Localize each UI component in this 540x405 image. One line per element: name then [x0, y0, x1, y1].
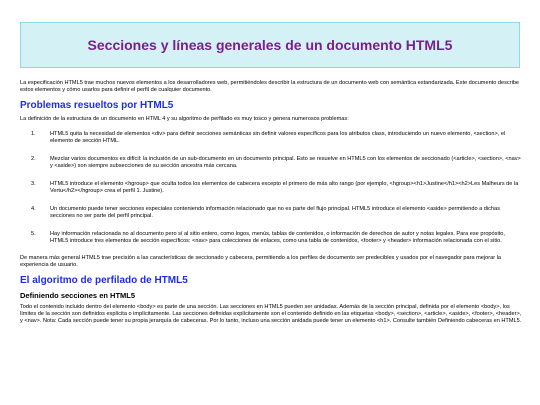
list-item	[20, 131, 524, 145]
list-item-text: Hay información relacionada no al documento pero sí al sitio entero, como logos, menús, tablas de contenidos, o información de derechos de autor y notas legales. Para ese propósito, HTML5 introduce tres elementos de sección específicos: <nav> para colecciones de enlaces, como una tabla de contenidos, <footer> y <header> información relacionada con el sitio.	[50, 231, 505, 244]
section-heading-problems: Problemas resueltos por HTML5	[20, 100, 174, 111]
list-item	[20, 206, 524, 220]
list-item-text: HTML5 introduce el elemento <hgroup> que oculta todos los elementos de cabecera excepto el primero de más alto rango (por ejemplo, <hgroup><h1>Justine</h1><h2>Les Malheurs de la Vertu</h2></hgroup> crea el perfil 1. Justine).	[50, 181, 519, 194]
list-item	[20, 231, 524, 245]
list-item-text: HTML5 quita la necesidad de elementos <div> para definir secciones semánticas sin definir valores específicos para los atributos class, introduciendo un nuevo elemento, <section>, el elemento de sección HTML.	[50, 131, 506, 144]
list-item-number: 2.	[31, 156, 36, 162]
algorithm-paragraph: Todo el contenido incluido dentro del elemento <body> es parte de una sección. Las secciones en HTML5 pueden ser anidadas. Además de la sección principal, definida por el elemento <body>, los límites de la sección son definidos explícita o implícitamente. Las secciones definidas explícitamente son el contenido definido en las etiquetas <body>, <section>, <article>, <aside>, <footer>, <header>, y <nav>. Nota: Cada sección puede tener su propia jerarquía de cabeceras. Por lo tanto, incluso una sección anidada puede tener un elemento <h1>. Consulte también Definiendo cabeceras en HTML5.	[20, 304, 522, 324]
problems-closing-paragraph: De manera más general HTML5 trae precisión a las características de seccionado y cabecera, permitiendo a los perfiles de documento ser predecibles y usados por el navegador para mejorar la experiencia de usuario.	[20, 255, 501, 268]
list-item-number: 3.	[31, 181, 36, 187]
page-title: Secciones y líneas generales de un documento HTML5	[87, 37, 453, 53]
list-item-text: Mezclar varios documentos es difícil: la inclusión de un sub-documento en un documento principal. Esto se resuelve en HTML5 con los elementos de seccionado (<article>, <section>, <nav> y <aside>) son siempre subsecciones de su sección ancestra más cercana.	[50, 156, 521, 169]
problems-list	[20, 131, 524, 245]
list-item-number: 1.	[31, 131, 36, 137]
title-banner	[20, 22, 520, 68]
list-item-text: Un documento puede tener secciones especiales conteniendo información relacionado que no es parte del flujo principal. HTML5 introduce el elemento <aside> permitiendo a dichas secciones no ser parte del perfil principal.	[50, 206, 500, 219]
list-item-number: 4.	[31, 206, 36, 212]
list-item	[20, 181, 524, 195]
document-content	[20, 80, 524, 325]
subsection-heading-defining-sections: Definiendo secciones en HTML5	[20, 291, 136, 300]
section-heading-algorithm: El algoritmo de perfilado de HTML5	[20, 275, 188, 286]
problems-lead-paragraph: La definición de la estructura de un documento en HTML 4 y su algoritmo de perfilado es muy tosco y genera numerosos problemas:	[20, 116, 349, 122]
list-item-number: 5.	[31, 231, 36, 237]
list-item	[20, 156, 524, 170]
intro-paragraph: La especificación HTML5 trae muchos nuevos elementos a los desarrolladores web, permitiéndoles describir la estructura de un documento web con semántica estandarizada. Este documento describe estos elementos y cómo usarlos para definir el perfil de cualquier documento.	[20, 80, 520, 93]
